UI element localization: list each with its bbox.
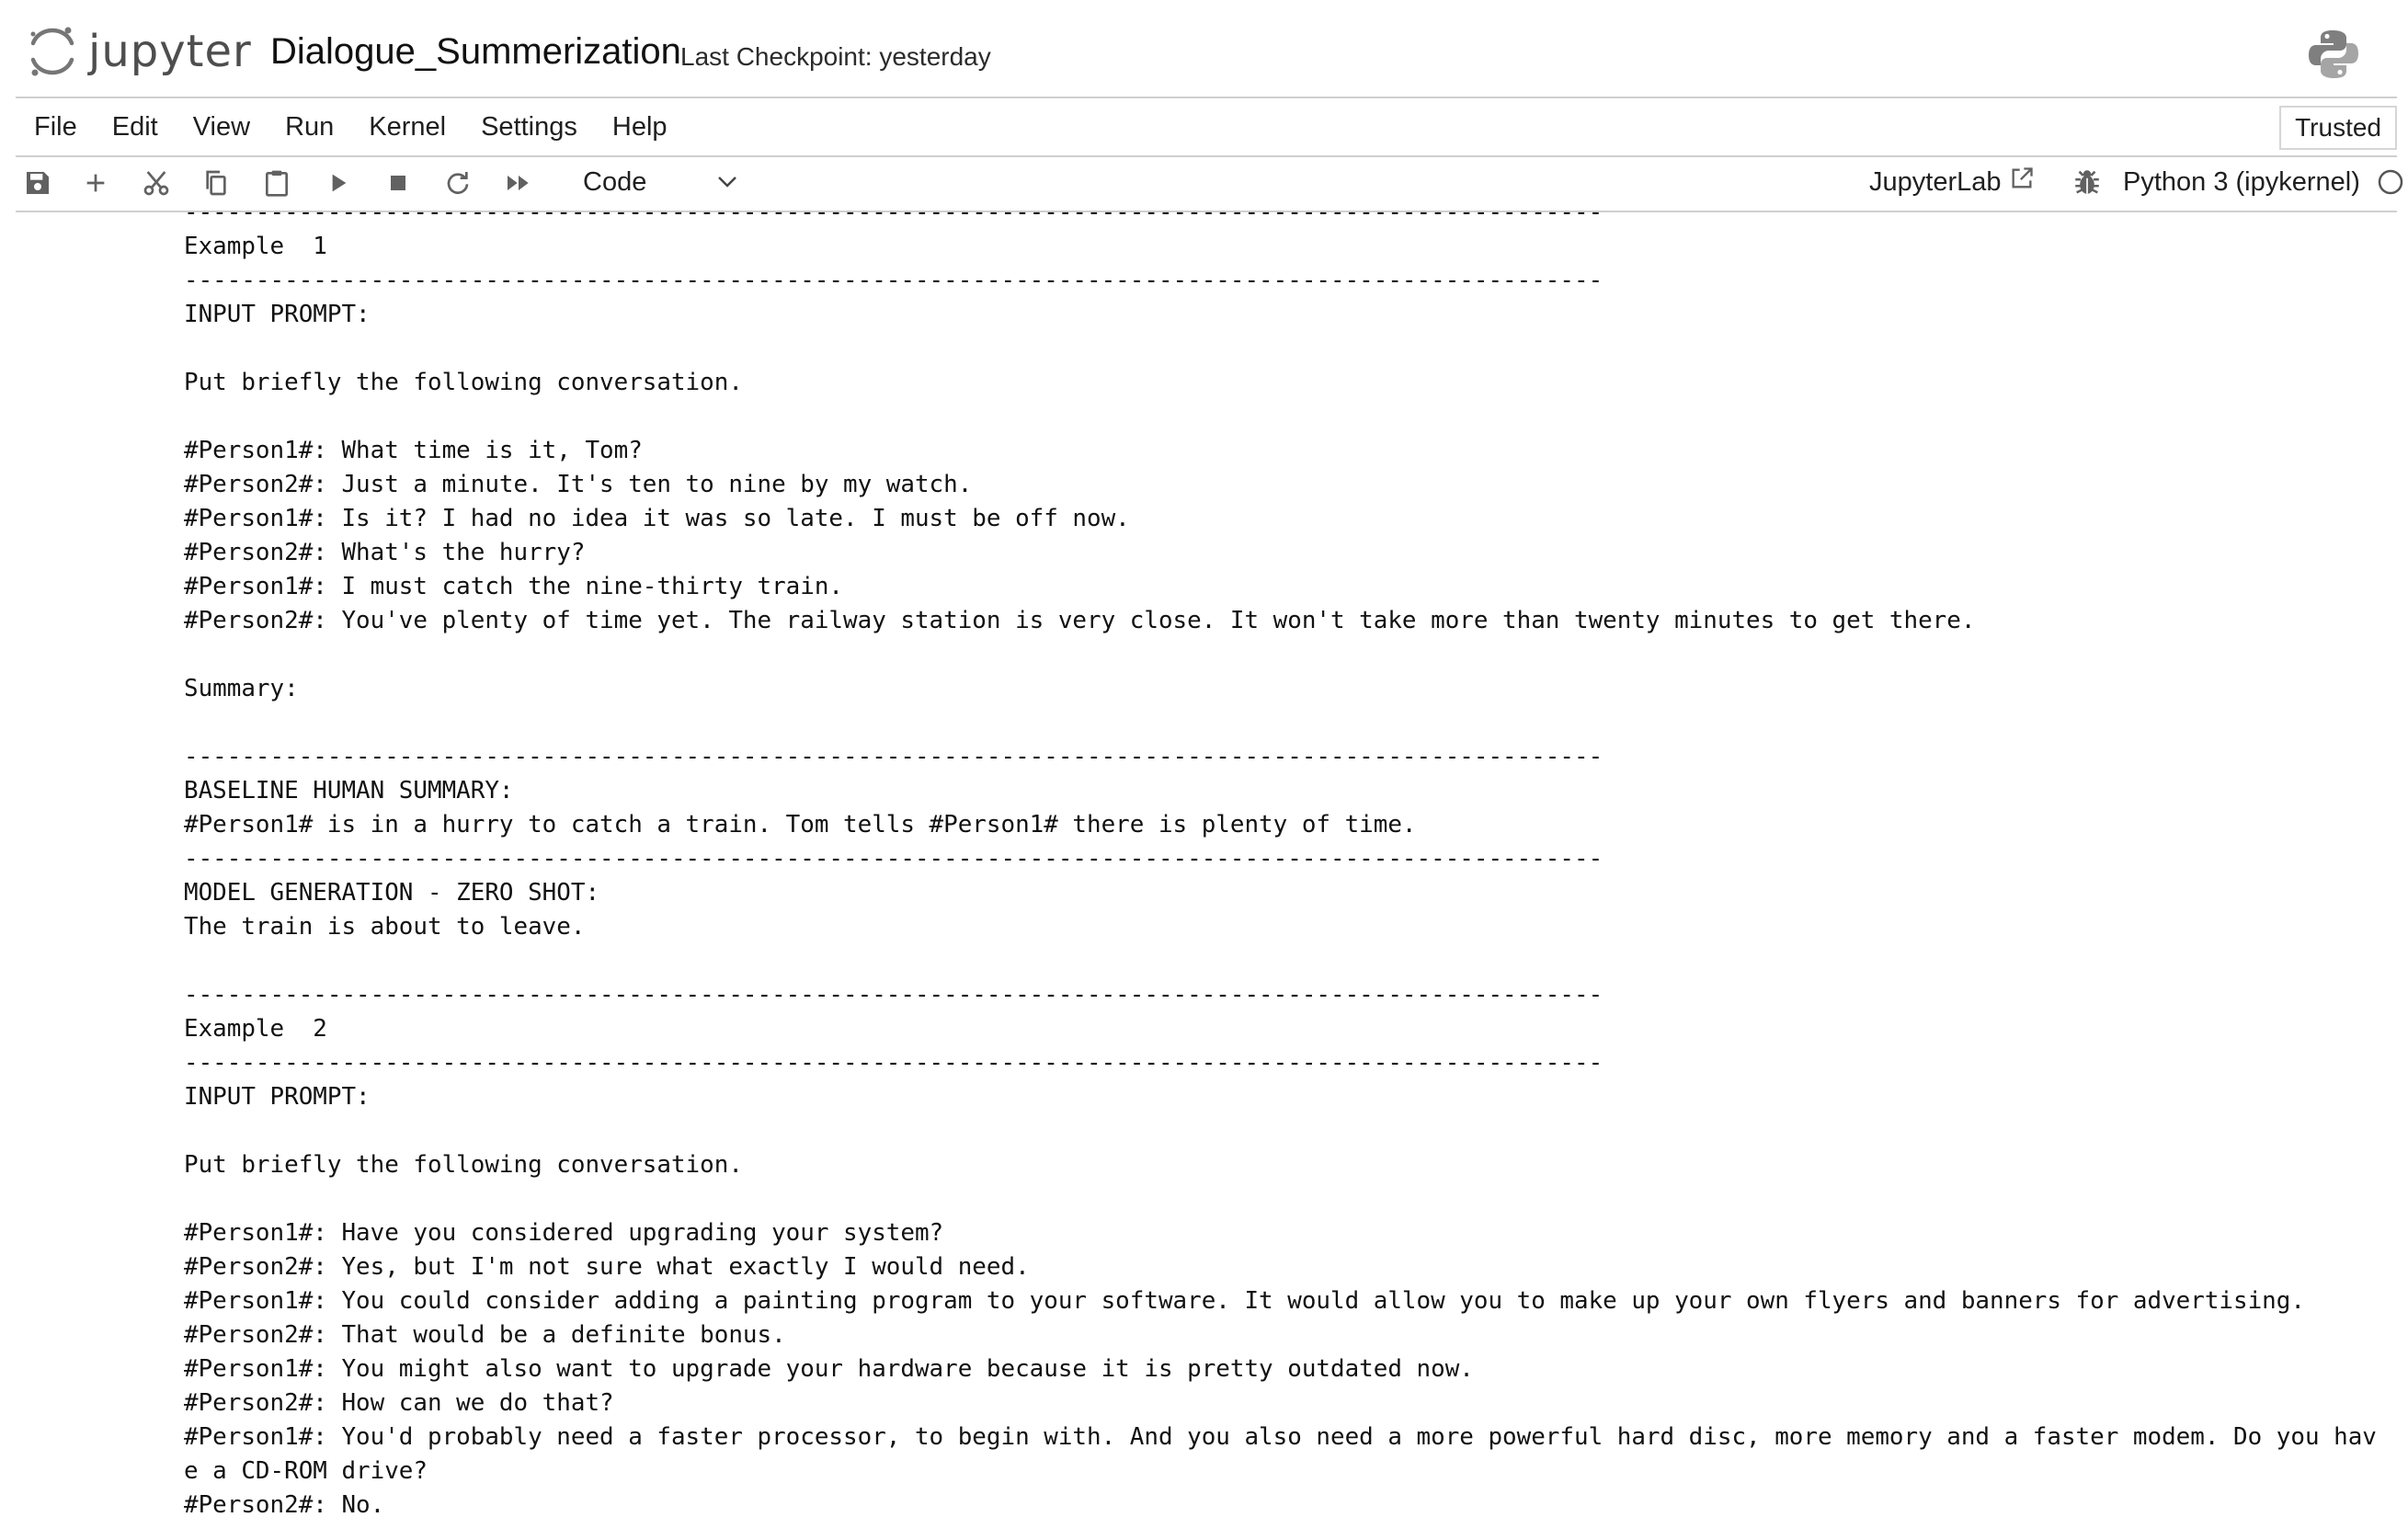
cell-output-text bbox=[184, 211, 2377, 1523]
output-line: The train is about to leave. bbox=[184, 913, 586, 941]
clipboard-icon bbox=[262, 168, 291, 198]
restart-kernel-button[interactable] bbox=[439, 165, 476, 201]
output-line: #Person1#: You might also want to upgrade your hardware because it is pretty outdated now. bbox=[184, 1355, 1474, 1383]
menu-run[interactable]: Run bbox=[285, 111, 335, 142]
refresh-icon bbox=[443, 168, 473, 198]
last-checkpoint: Last Checkpoint: yesterday bbox=[680, 42, 991, 71]
output-line: #Person2#: How can we do that? bbox=[184, 1389, 614, 1417]
output-line: INPUT PROMPT: bbox=[184, 301, 371, 328]
trusted-button[interactable]: Trusted bbox=[2279, 106, 2397, 150]
output-line: --------------------------------------------------------------------------------------------------- bbox=[184, 211, 1603, 226]
plus-icon bbox=[81, 168, 110, 198]
menu-file[interactable]: File bbox=[34, 111, 77, 142]
restart-run-all-button[interactable] bbox=[500, 165, 537, 201]
menu-settings[interactable]: Settings bbox=[481, 111, 577, 142]
paste-button[interactable] bbox=[258, 165, 295, 201]
python-logo-icon bbox=[2307, 28, 2360, 81]
output-line: Example 2 bbox=[184, 1015, 327, 1043]
cell-type-value: Code bbox=[583, 167, 647, 197]
save-button[interactable] bbox=[19, 165, 56, 201]
jupyter-logo-icon bbox=[28, 25, 77, 78]
output-line: MODEL GENERATION - ZERO SHOT: bbox=[184, 879, 600, 907]
save-icon bbox=[23, 168, 52, 198]
output-line: #Person2#: Yes, but I'm not sure what exactly I would need. bbox=[184, 1253, 1030, 1281]
output-line: INPUT PROMPT: bbox=[184, 1083, 371, 1111]
top-header bbox=[0, 0, 2408, 97]
output-line: #Person1#: You could consider adding a painting program to your software. It would allow you to make up your own flyers and banners for advertising. bbox=[184, 1287, 2305, 1315]
copy-button[interactable] bbox=[198, 165, 234, 201]
output-line: --------------------------------------------------------------------------------------------------- bbox=[184, 267, 1603, 294]
output-line: --------------------------------------------------------------------------------------------------- bbox=[184, 743, 1603, 770]
cell-output-area bbox=[184, 211, 2400, 1540]
menu-items bbox=[34, 98, 702, 155]
output-line: Summary: bbox=[184, 675, 299, 702]
output-line: --------------------------------------------------------------------------------------------------- bbox=[184, 1049, 1603, 1077]
stop-icon bbox=[383, 168, 413, 198]
output-line: #Person1#: I must catch the nine-thirty train. bbox=[184, 573, 844, 600]
output-line: #Person1# is in a hurry to catch a train. Tom tells #Person1# there is plenty of time. bbox=[184, 811, 1417, 838]
cell-type-select[interactable] bbox=[567, 163, 751, 201]
output-line: #Person1#: Is it? I had no idea it was so late. I must be off now. bbox=[184, 505, 1130, 532]
output-line: #Person2#: No. bbox=[184, 1491, 385, 1519]
output-line: --------------------------------------------------------------------------------------------------- bbox=[184, 981, 1603, 1009]
kernel-name-button[interactable]: Python 3 (ipykernel) bbox=[2123, 167, 2360, 197]
interrupt-kernel-button[interactable] bbox=[380, 165, 417, 201]
debugger-bug-icon[interactable] bbox=[2071, 166, 2103, 198]
output-line: #Person2#: You've plenty of time yet. The railway station is very close. It won't take more than twenty minutes to get there. bbox=[184, 607, 1976, 634]
output-line: #Person1#: You'd probably need a faster processor, to begin with. And you also need a more powerful hard disc, more memory and a faster modem. Do you hav bbox=[184, 1423, 2377, 1451]
external-link-icon bbox=[2009, 165, 2035, 191]
notebook-title[interactable]: Dialogue_Summerization bbox=[270, 31, 681, 72]
output-line: e a CD-ROM drive? bbox=[184, 1457, 428, 1485]
scissors-icon bbox=[142, 168, 171, 198]
output-line: Example 1 bbox=[184, 233, 327, 260]
output-line: #Person2#: That would be a definite bonus. bbox=[184, 1321, 786, 1349]
output-line: #Person1#: What time is it, Tom? bbox=[184, 437, 643, 464]
insert-cell-button[interactable] bbox=[77, 165, 114, 201]
output-line: --------------------------------------------------------------------------------------------------- bbox=[184, 845, 1603, 873]
kernel-status-indicator bbox=[2377, 168, 2404, 196]
menu-edit[interactable]: Edit bbox=[111, 111, 158, 142]
jupyter-logo-text: jupyter bbox=[88, 26, 252, 77]
jupyter-logo[interactable] bbox=[28, 22, 252, 81]
output-line: BASELINE HUMAN SUMMARY: bbox=[184, 777, 514, 804]
output-line: Put briefly the following conversation. bbox=[184, 369, 743, 396]
play-icon bbox=[323, 168, 352, 198]
menu-bar bbox=[16, 97, 2397, 157]
output-line: #Person2#: What's the hurry? bbox=[184, 539, 586, 566]
open-in-jupyterlab-button[interactable] bbox=[1869, 163, 2035, 201]
kernel-idle-circle-icon bbox=[2377, 168, 2404, 196]
fast-forward-icon bbox=[504, 168, 533, 198]
menu-help[interactable]: Help bbox=[611, 111, 668, 142]
cut-button[interactable] bbox=[138, 165, 175, 201]
jupyterlab-label: JupyterLab bbox=[1869, 167, 2002, 197]
copy-icon bbox=[201, 168, 231, 198]
notebook-toolbar bbox=[16, 154, 2397, 212]
run-cell-button[interactable] bbox=[319, 165, 356, 201]
menu-view[interactable]: View bbox=[192, 111, 251, 142]
output-line: #Person1#: Have you considered upgrading your system? bbox=[184, 1219, 944, 1247]
output-line: Put briefly the following conversation. bbox=[184, 1151, 743, 1179]
chevron-down-icon bbox=[716, 173, 738, 191]
output-line: #Person2#: Just a minute. It's ten to nine by my watch. bbox=[184, 471, 973, 498]
menu-kernel[interactable]: Kernel bbox=[369, 111, 447, 142]
